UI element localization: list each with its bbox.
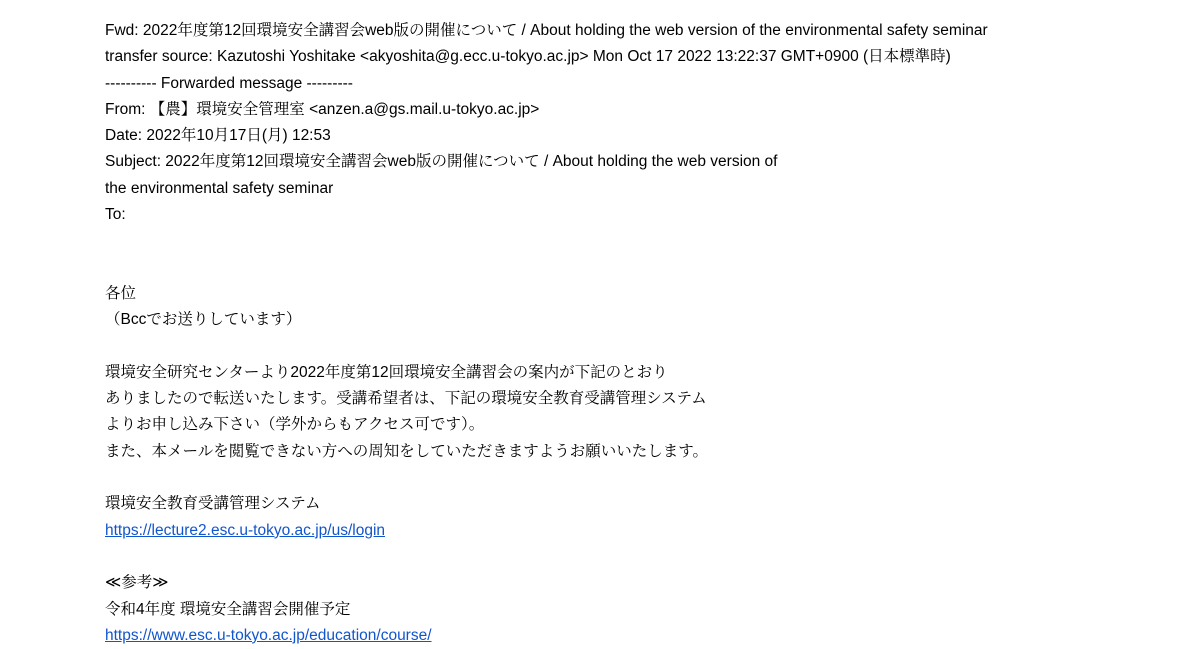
spacer bbox=[105, 228, 1165, 254]
system-login-link[interactable]: https://lecture2.esc.u-tokyo.ac.jp/us/login bbox=[105, 521, 386, 539]
spacer bbox=[105, 544, 1165, 570]
body-paragraph-line: 環境安全研究センターより2022年度第12回環境安全講習会の案内が下記のとおり bbox=[105, 363, 668, 381]
forwarded-date: Date: 2022年10月17日(月) 12:53 bbox=[105, 127, 331, 145]
forwarded-separator: ---------- Forwarded message --------- bbox=[105, 74, 353, 92]
spacer bbox=[105, 334, 1165, 360]
email-subject-line: Fwd: 2022年度第12回環境安全講習会web版の開催について / About holding the web version of the environmental safety seminar bbox=[105, 22, 988, 39]
forwarded-subject: Subject: 2022年度第12回環境安全講習会web版の開催について / About holding the web version of bbox=[105, 153, 778, 171]
email-message bbox=[105, 18, 1165, 649]
reference-link-line bbox=[105, 623, 1165, 649]
forwarded-subject-continued: the environmental safety seminar bbox=[105, 179, 334, 197]
spacer bbox=[105, 465, 1165, 491]
reference-heading: ≪参考≫ bbox=[105, 574, 169, 592]
body-paragraph-line: よりお申し込み下さい（学外からもアクセス可です）。 bbox=[105, 416, 485, 434]
body-paragraph-line: ありましたので転送いたします。受講希望者は、下記の環境安全教育受講管理システム bbox=[105, 390, 707, 408]
system-label: 環境安全教育受講管理システム bbox=[105, 495, 321, 513]
forwarded-from: From: 【農】環境安全管理室 <anzen.a@gs.mail.u-tokyo.ac.jp> bbox=[105, 100, 540, 118]
greeting: 各位 bbox=[105, 284, 137, 302]
transfer-source-line: transfer source: Kazutoshi Yoshitake <akyoshita@g.ecc.u-tokyo.ac.jp> Mon Oct 17 2022 13:22:37 GMT+0900 (日本標準時) bbox=[105, 48, 951, 66]
spacer bbox=[105, 255, 1165, 281]
course-link[interactable]: https://www.esc.u-tokyo.ac.jp/education/course/ bbox=[105, 626, 432, 644]
forwarded-to: To: bbox=[105, 206, 126, 224]
body-paragraph-line: また、本メールを閲覧できない方への周知をしていただきますようお願いいたします。 bbox=[105, 442, 708, 460]
system-link-line bbox=[105, 518, 1165, 544]
reference-schedule: 令和4年度 環境安全講習会開催予定 bbox=[105, 600, 351, 618]
bcc-note: （Bccでお送りしています） bbox=[105, 311, 302, 329]
